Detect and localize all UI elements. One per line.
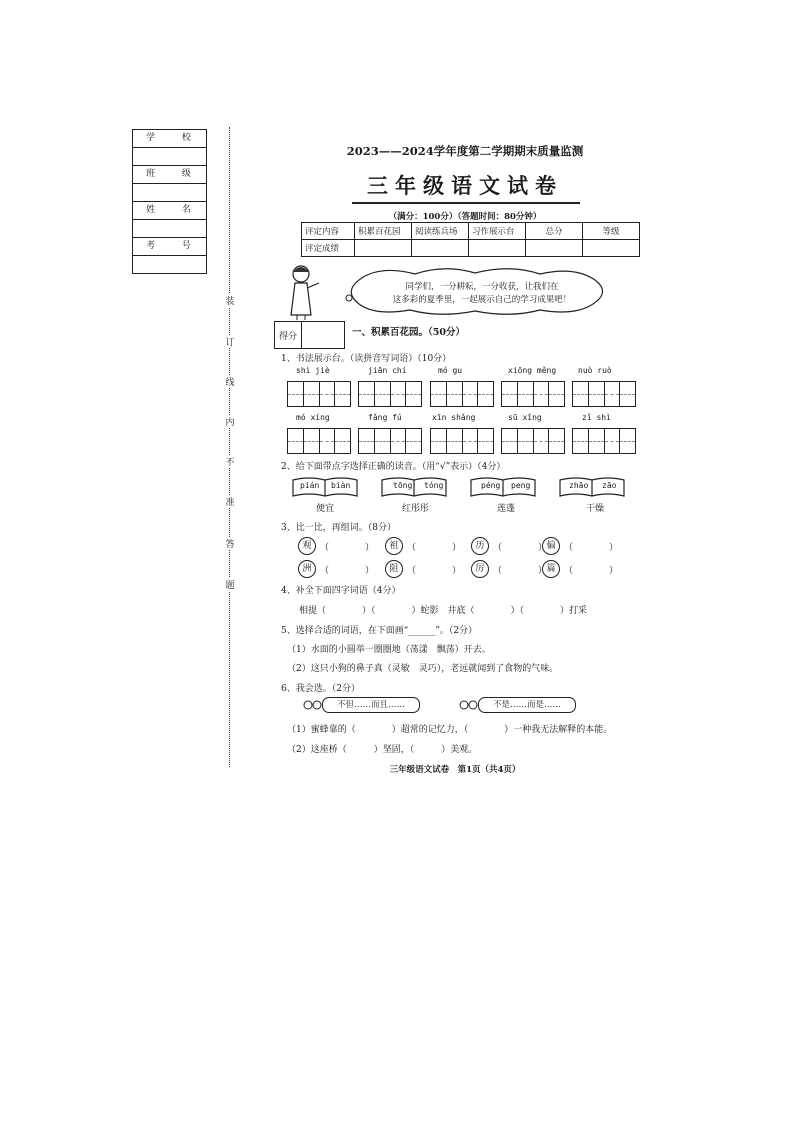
page-footer: 三年级语文试卷 第1页（共4页）	[389, 765, 521, 775]
fill-blank[interactable]: （ ）	[564, 566, 619, 576]
binding-char: 装	[224, 294, 236, 307]
binding-char: 答	[224, 537, 236, 550]
q3-prompt: 3、比一比，再组词。（8分）	[281, 523, 396, 533]
binding-char: 线	[224, 375, 236, 388]
pinyin: sū xǐng	[508, 413, 542, 422]
q5-prompt: 5、选择合适的词语，在下面画“______”。（2分）	[281, 626, 478, 636]
book-word: 莲蓬	[497, 504, 516, 514]
binding-char: 题	[224, 578, 236, 591]
pinyin-book[interactable]	[558, 476, 630, 514]
class-label: 班 级	[133, 166, 206, 184]
q6-prompt: 6、我会选。（2分）	[281, 684, 360, 694]
pinyin: shì jiè	[296, 366, 330, 375]
pinyin-option[interactable]: zhāo	[569, 481, 589, 490]
writing-grid[interactable]	[287, 381, 351, 407]
title-underline	[352, 202, 580, 204]
q2-prompt: 2、给下面带点字选择正确的读音。（用“√”表示）（4分）	[281, 462, 506, 472]
name-label: 姓 名	[133, 202, 206, 220]
writing-grid[interactable]	[501, 428, 565, 454]
writing-grid[interactable]	[572, 381, 636, 407]
compare-row-1	[298, 537, 628, 557]
flower-icon	[459, 699, 479, 711]
char-apple: 篇	[542, 560, 560, 578]
score-cell[interactable]	[355, 240, 412, 257]
section-title: 一、积累百花园。（50分）	[352, 327, 465, 338]
pinyin: xiōng měng	[508, 366, 557, 375]
score-cell[interactable]	[583, 240, 640, 257]
score-table-header: 阅读练兵场	[412, 223, 469, 240]
score-row-label: 评定成绩	[302, 240, 355, 257]
q4-prompt: 4、补全下面四字词语（4分）	[281, 586, 401, 596]
bubble-line-2: 这多彩的夏季里，一起展示自己的学习成果吧！	[392, 295, 572, 305]
writing-grid[interactable]	[358, 381, 422, 407]
fill-blank[interactable]: （ ）	[320, 566, 375, 576]
exam-year-heading: 2023——2024学年度第二学期期末质量监测	[346, 144, 584, 158]
fill-blank[interactable]: （ ）	[407, 566, 462, 576]
writing-grid[interactable]	[572, 428, 636, 454]
writing-grid[interactable]	[430, 428, 494, 454]
q6-sentence-1[interactable]: （1）蜜蜂靠的（ ）超常的记忆力，（ ）一种我无法解释的本能。	[287, 725, 613, 735]
bubble-text	[372, 281, 592, 307]
pinyin-option[interactable]: péng	[481, 481, 501, 490]
book-word: 红彤彤	[402, 504, 430, 514]
q4-line[interactable]: 相提（ ）（ ）蛇影 井底（ ）（ ）打采	[299, 606, 588, 616]
pinyin-option[interactable]: tōng	[393, 481, 413, 490]
score-cell[interactable]	[469, 240, 526, 257]
pinyin: nuò ruò	[578, 366, 612, 375]
pinyin-option[interactable]: biàn	[331, 481, 351, 490]
binding-char: 订	[224, 335, 236, 348]
q5-sentence-2[interactable]: （2）这只小狗的鼻子真（灵敏 灵巧），老远就闻到了食物的气味。	[287, 664, 559, 674]
fill-blank[interactable]: （ ）	[407, 543, 462, 553]
writing-grid[interactable]	[501, 381, 565, 407]
pinyin: mó xíng	[296, 413, 330, 422]
pinyin: mó gu	[438, 366, 463, 375]
score-label: 得分	[275, 322, 302, 349]
score-table-header: 积累百花园	[355, 223, 412, 240]
score-table-header: 习作展示台	[469, 223, 526, 240]
score-cell[interactable]	[412, 240, 469, 257]
pinyin: jiān chí	[368, 366, 407, 375]
char-apple: 偏	[542, 537, 560, 555]
score-table	[301, 222, 640, 257]
book-word: 便宜	[316, 504, 335, 514]
school-field[interactable]	[133, 148, 206, 166]
score-table-header: 总分	[526, 223, 583, 240]
pinyin: xīn shǎng	[432, 413, 476, 422]
char-apple: 祖	[385, 537, 403, 555]
writing-grid[interactable]	[287, 428, 351, 454]
exam-meta: （满分：100分）（答题时间：80分钟）	[388, 212, 542, 222]
pinyin-book[interactable]	[291, 476, 363, 514]
pinyin-book[interactable]	[469, 476, 541, 514]
fill-blank[interactable]: （ ）	[320, 543, 375, 553]
option-2[interactable]: 不是……而是……	[478, 697, 576, 713]
binding-line	[229, 127, 230, 767]
exam-number-field[interactable]	[133, 256, 206, 273]
binding-char: 准	[224, 495, 236, 508]
q6-sentence-2[interactable]: （2）这座桥（ ）坚固，（ ）美观。	[287, 745, 478, 755]
option-1[interactable]: 不但……而且……	[322, 697, 420, 713]
compare-row-2	[298, 560, 628, 580]
book-word: 干燥	[586, 504, 605, 514]
school-label: 学 校	[133, 130, 206, 148]
girl-illustration	[286, 263, 322, 321]
char-apple: 厉	[471, 560, 489, 578]
binding-char: 不	[224, 455, 236, 468]
binding-char: 内	[224, 415, 236, 428]
student-info-box	[132, 129, 207, 274]
fill-blank[interactable]: （ ）	[493, 566, 548, 576]
section-score-box	[274, 321, 345, 349]
bubble-line-1: 同学们，一分耕耘，一分收获，让我们在	[405, 282, 559, 292]
writing-grid[interactable]	[358, 428, 422, 454]
score-cell[interactable]	[526, 240, 583, 257]
pinyin-book[interactable]	[380, 476, 452, 514]
writing-grid[interactable]	[430, 381, 494, 407]
pinyin-option[interactable]: tóng	[424, 481, 444, 490]
name-field[interactable]	[133, 220, 206, 238]
exam-number-label: 考 号	[133, 238, 206, 256]
pinyin-option[interactable]: pián	[300, 481, 320, 490]
pinyin-option[interactable]: zāo	[602, 481, 617, 490]
pinyin: fǎng fú	[368, 413, 402, 422]
fill-blank[interactable]: （ ）	[493, 543, 548, 553]
char-apple: 观	[298, 537, 316, 555]
section-score-field[interactable]	[302, 322, 345, 349]
q5-sentence-1[interactable]: （1）水面的小圆举一圈圈地（荡漾 飘荡）开去。	[287, 645, 491, 655]
flower-icon	[303, 699, 323, 711]
pinyin-option[interactable]: peng	[511, 481, 531, 490]
score-table-header: 评定内容	[302, 223, 355, 240]
score-table-header: 等级	[583, 223, 640, 240]
pinyin: zǐ shì	[582, 413, 611, 422]
q1-prompt: 1、书法展示台。（读拼音写词语）（10分）	[281, 354, 452, 364]
char-apple: 阻	[385, 560, 403, 578]
class-field[interactable]	[133, 184, 206, 202]
fill-blank[interactable]: （ ）	[564, 543, 619, 553]
char-apple: 洲	[298, 560, 316, 578]
page-title: 三年级语文试卷	[367, 173, 563, 198]
char-apple: 历	[471, 537, 489, 555]
